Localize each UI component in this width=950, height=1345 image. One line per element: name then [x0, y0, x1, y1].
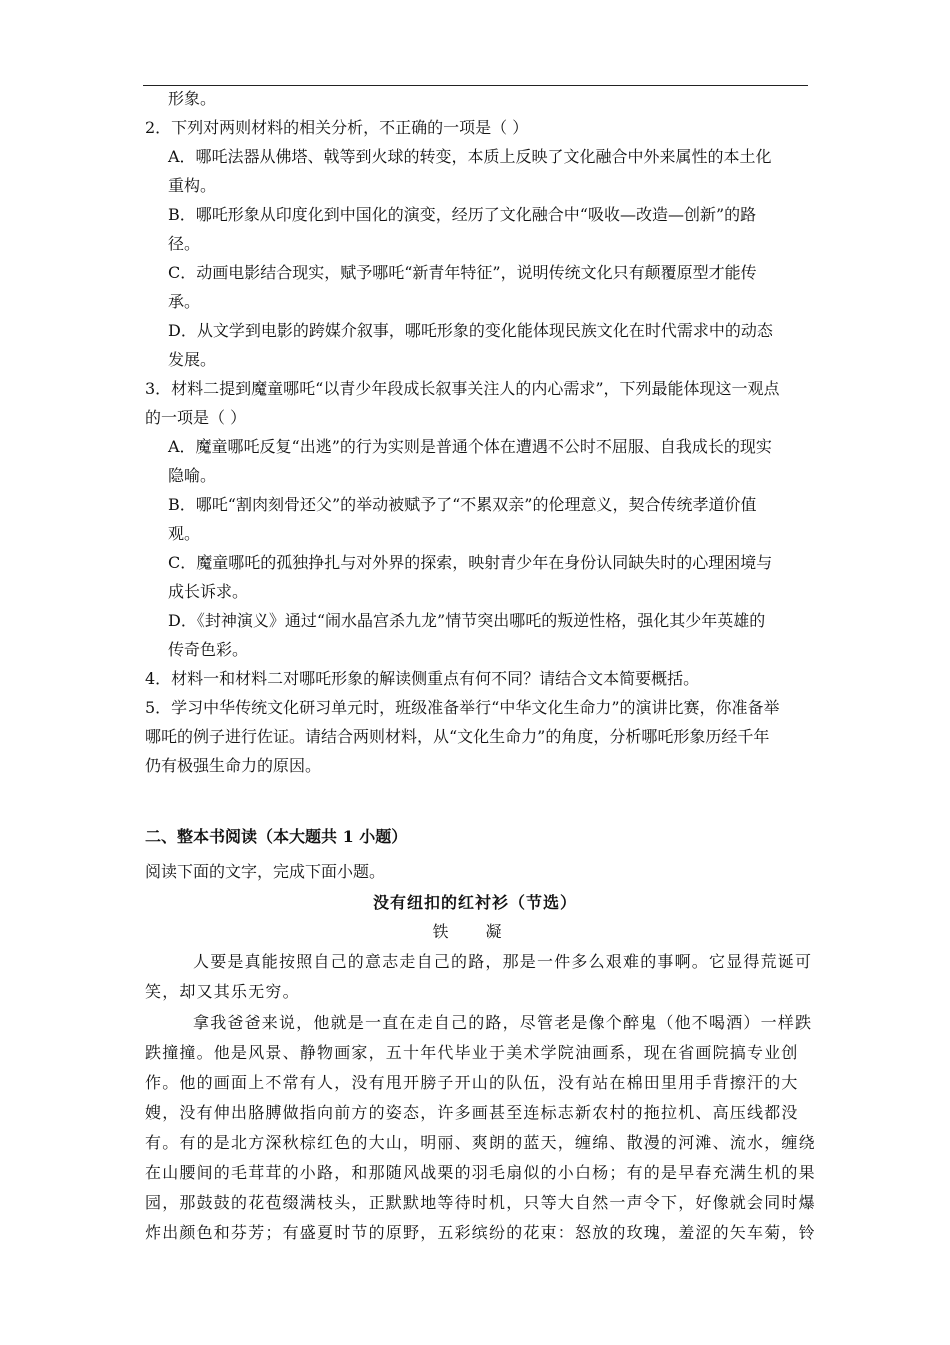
paragraph2-line: 有。有的是北方深秋棕红色的大山，明丽、爽朗的蓝天，缠绵、散漫的河滩、流水，缠绕	[145, 1133, 816, 1152]
paragraph1-line: 笑，却又其乐无穷。	[145, 982, 300, 1001]
question5-line2: 哪吒的例子进行佐证。请结合两则材料，从“文化生命力”的角度，分析哪吒形象历经千年	[145, 727, 770, 746]
question3-option-a: A．魔童哪吒反复“出逃”的行为实则是普通个体在遭遇不公时不屈服、自我成长的现实	[168, 437, 772, 456]
paragraph2-line: 在山腰间的毛茸茸的小路，和那随风战栗的羽毛扇似的小白杨；有的是早春充满生机的果	[145, 1163, 816, 1182]
question2-option-c: C．动画电影结合现实，赋予哪吒“新青年特征”，说明传统文化只有颠覆原型才能传	[168, 263, 757, 282]
question2-option-c-cont: 承。	[168, 292, 201, 311]
question3-option-a-cont: 隐喻。	[168, 466, 217, 485]
question2-option-b-cont: 径。	[168, 234, 201, 253]
question2-option-d: D．从文学到电影的跨媒介叙事，哪吒形象的变化能体现民族文化在时代需求中的动态	[168, 321, 773, 340]
paragraph2-line: 炸出颜色和芬芳；有盛夏时节的原野，五彩缤纷的花束：怒放的玫瑰，羞涩的矢车菊，铃	[145, 1223, 816, 1242]
question2-option-b: B．哪吒形象从印度化到中国化的演变，经历了文化融合中“吸收—改造—创新”的路	[168, 205, 757, 224]
passage-title: 没有纽扣的红衬衫（节选）	[372, 893, 577, 912]
header-rule	[143, 85, 808, 86]
question2-option-a: A．哪吒法器从佛塔、戟等到火球的转变，本质上反映了文化融合中外来属性的本土化	[168, 147, 772, 166]
question2-stem: 2．下列对两则材料的相关分析，不正确的一项是（ ）	[145, 118, 529, 137]
section2-heading: 二、整本书阅读（本大题共 1 小题）	[145, 827, 408, 846]
paragraph2-line: 园，那鼓鼓的花苞缀满枝头，正默默地等待时机，只等大自然一声令下，好像就会同时爆	[145, 1193, 816, 1212]
question3-option-c-cont: 成长诉求。	[168, 582, 249, 601]
paragraph2-line: 嫂，没有伸出胳膊做指向前方的姿态，许多画甚至连标志新农村的拖拉机、高压线都没	[145, 1103, 799, 1122]
question3-option-b-cont: 观。	[168, 524, 201, 543]
paragraph2-line: 拿我爸爸来说，他就是一直在走自己的路，尽管老是像个醉鬼（他不喝酒）一样跌	[193, 1013, 813, 1032]
question3-stem: 3．材料二提到魔童哪吒“以青少年段成长叙事关注人的内心需求”，下列最能体现这一观点	[145, 379, 780, 398]
question4: 4．材料一和材料二对哪吒形象的解读侧重点有何不同？请结合文本简要概括。	[145, 669, 700, 688]
reading-instruction: 阅读下面的文字，完成下面小题。	[145, 862, 386, 881]
question3-option-d: D．《封神演义》通过“闹水晶宫杀九龙”情节突出哪吒的叛逆性格，强化其少年英雄的	[168, 611, 766, 630]
question3-option-d-cont: 传奇色彩。	[168, 640, 249, 659]
question3-option-c: C．魔童哪吒的孤独挣扎与对外界的探索，映射青少年在身份认同缺失时的心理困境与	[168, 553, 773, 572]
question3-option-b: B．哪吒“割肉刻骨还父”的举动被赋予了“不累双亲”的伦理意义，契合传统孝道价值	[168, 495, 757, 514]
passage-author: 铁 凝	[432, 922, 518, 941]
question2-option-d-cont: 发展。	[168, 350, 217, 369]
question5-line1: 5．学习中华传统文化研习单元时，班级准备举行“中华文化生命力”的演讲比赛，你准备举	[145, 698, 780, 717]
paragraph2-line: 作。他的画面上不常有人，没有甩开膀子开山的队伍，没有站在棉田里用手背擦汗的大	[145, 1073, 799, 1092]
question1-tail: 形象。	[168, 89, 217, 108]
question3-stem-cont: 的一项是（ ）	[145, 408, 247, 427]
paragraph2-line: 跌撞撞。他是风景、静物画家，五十年代毕业于美术学院油画系，现在省画院搞专业创	[145, 1043, 799, 1062]
paragraph1-line: 人要是真能按照自己的意志走自己的路，那是一件多么艰难的事啊。它显得荒诞可	[193, 952, 813, 971]
question5-line3: 仍有极强生命力的原因。	[145, 756, 322, 775]
question2-option-a-cont: 重构。	[168, 176, 217, 195]
